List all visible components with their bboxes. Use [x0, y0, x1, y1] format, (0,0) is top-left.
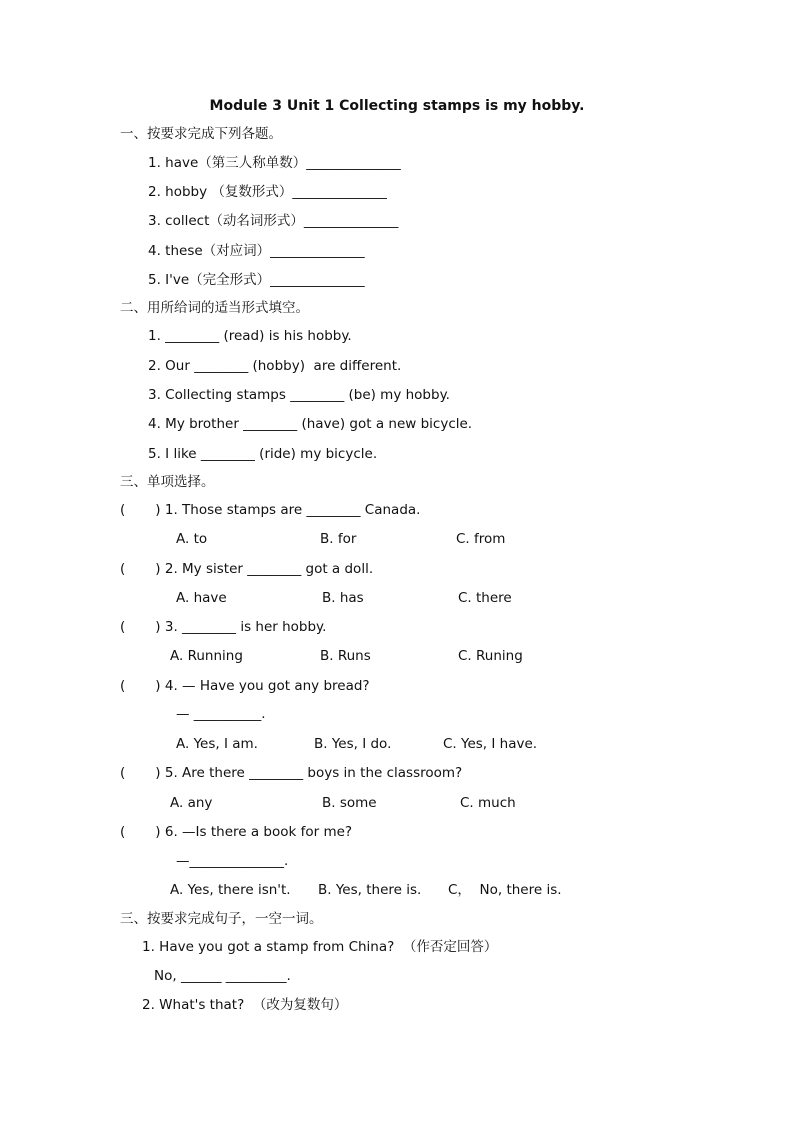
page-title: Module 3 Unit 1 Collecting stamps is my hobby.	[209, 98, 585, 114]
s1-item-2: 2. hobby （复数形式）______________	[148, 184, 387, 200]
mc-q2-option-b: B. has	[322, 590, 364, 606]
mc-q4-option-b: B. Yes, I do.	[314, 736, 392, 752]
mc-q6-option-b: B. Yes, there is.	[318, 882, 422, 898]
mc-q1-option-b: B. for	[320, 531, 357, 547]
s2-item-4: 4. My brother ________ (have) got a new bicycle.	[148, 416, 473, 432]
mc-q5-option-a: A. any	[170, 795, 213, 811]
mc-q5-option-c: C. much	[460, 795, 516, 811]
mc-q4-option-c: C. Yes, I have.	[443, 736, 538, 752]
s2-item-5: 5. I like ________ (ride) my bicycle.	[148, 446, 378, 462]
mc-q6-answer-line: —______________.	[176, 853, 289, 869]
s2-item-2: 2. Our ________ (hobby) are different.	[148, 358, 402, 374]
mc-question-6: ( ) 6. —Is there a book for me?	[120, 824, 353, 840]
mc-q1-option-a: A. to	[176, 531, 208, 547]
mc-q2-option-c: C. there	[458, 590, 512, 606]
mc-question-3: ( ) 3. ________ is her hobby.	[120, 619, 327, 635]
mc-q5-option-b: B. some	[322, 795, 377, 811]
mc-q4-answer-line: — __________.	[176, 706, 266, 722]
mc-q3-option-a: A. Running	[170, 648, 243, 664]
mc-q6-option-c: C， No, there is.	[448, 882, 562, 898]
mc-q3-option-c: C. Runing	[458, 648, 523, 664]
section-3-heading: 三、单项选择。	[120, 474, 215, 490]
s4-question-1: 1. Have you got a stamp from China? （作否定回答）	[142, 939, 498, 955]
s4-question-2: 2. What's that? （改为复数句）	[142, 997, 348, 1013]
mc-q2-option-a: A. have	[176, 590, 227, 606]
mc-q3-option-b: B. Runs	[320, 648, 371, 664]
mc-question-4: ( ) 4. — Have you got any bread?	[120, 678, 370, 694]
s1-item-3: 3. collect（动名词形式）______________	[148, 213, 399, 229]
mc-question-1: ( ) 1. Those stamps are ________ Canada.	[120, 502, 421, 518]
s1-item-5: 5. I've（完全形式）______________	[148, 272, 365, 288]
s2-item-1: 1. ________ (read) is his hobby.	[148, 328, 352, 344]
section-4-heading: 三、按要求完成句子，一空一词。	[120, 911, 323, 927]
section-1-heading: 一、按要求完成下列各题。	[120, 126, 282, 142]
mc-question-2: ( ) 2. My sister ________ got a doll.	[120, 561, 374, 577]
s1-item-1: 1. have（第三人称单数）______________	[148, 155, 401, 171]
s1-item-4: 4. these（对应词）______________	[148, 243, 365, 259]
section-2-heading: 二、用所给词的适当形式填空。	[120, 300, 309, 316]
mc-q1-option-c: C. from	[456, 531, 506, 547]
mc-question-5: ( ) 5. Are there ________ boys in the classroom?	[120, 765, 463, 781]
mc-q4-option-a: A. Yes, I am.	[176, 736, 258, 752]
mc-q6-option-a: A. Yes, there isn't.	[170, 882, 291, 898]
s4-q1-answer-line: No, ______ _________.	[154, 968, 291, 984]
s2-item-3: 3. Collecting stamps ________ (be) my hobby.	[148, 387, 450, 403]
